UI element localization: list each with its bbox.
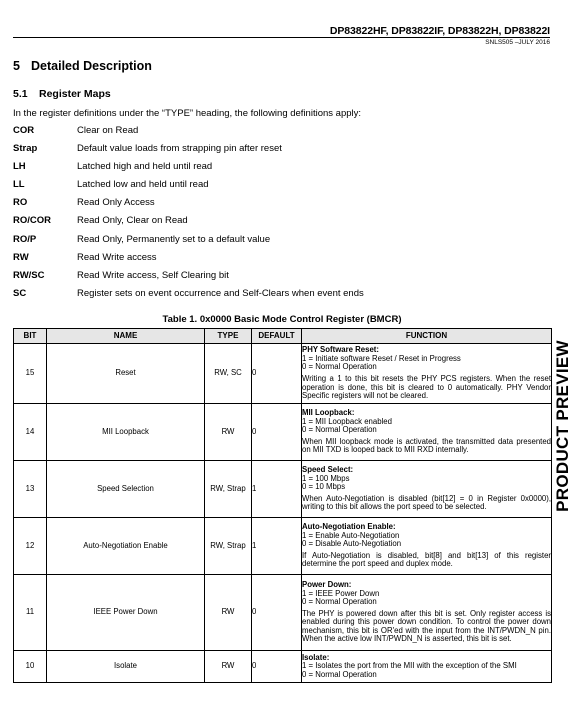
cell-bit: 12	[14, 518, 47, 575]
subsection-number: 5.1	[13, 88, 28, 100]
cell-default: 0	[252, 404, 302, 461]
definition-term: RO/COR	[13, 215, 51, 227]
function-value-line: 1 = Isolates the port from the MII with the exception of the SMI	[302, 661, 517, 671]
function-value-line: 0 = Normal Operation	[302, 669, 377, 679]
section-title: Detailed Description	[31, 59, 152, 73]
definition-description: Read Only Access	[77, 197, 155, 209]
cell-default: 0	[252, 344, 302, 404]
table-row	[14, 518, 552, 575]
cell-function	[302, 651, 552, 683]
subsection-title: Register Maps	[39, 88, 111, 100]
definition-term: LL	[13, 179, 25, 191]
definition-row	[13, 270, 533, 288]
function-value-line: 0 = Disable Auto-Negotiation	[302, 539, 402, 549]
definition-row	[13, 125, 533, 143]
definition-row	[13, 179, 533, 197]
cell-name: IEEE Power Down	[47, 575, 205, 651]
product-preview-banner	[549, 316, 577, 536]
definition-description: Read Only, Clear on Read	[77, 215, 188, 227]
cell-type: RW	[205, 404, 252, 461]
function-value-line: 1 = Enable Auto-Negotiation	[302, 530, 400, 540]
function-title: Power Down:	[302, 579, 352, 589]
product-preview-text: PRODUCT PREVIEW	[553, 340, 572, 512]
cell-default: 1	[252, 461, 302, 518]
cell-function	[302, 404, 552, 461]
definition-term: LH	[13, 161, 26, 173]
definition-row	[13, 143, 533, 161]
function-title: Auto-Negotiation Enable:	[302, 522, 396, 532]
definition-description: Read Write access, Self Clearing bit	[77, 269, 229, 281]
section-heading	[13, 59, 152, 73]
function-description: Writing a 1 to this bit resets the PHY PCS registers. When the reset operation is done, this bit is cleared to 0 automatically. PHY Vendor Specific registers will not be cleared.	[302, 374, 551, 401]
definition-description: Read Only, Permanently set to a default value	[77, 233, 271, 245]
cell-bit: 11	[14, 575, 47, 651]
definition-term: SC	[13, 287, 27, 299]
document-header-title: DP83822HF, DP83822IF, DP83822H, DP83822I	[329, 25, 550, 37]
function-value-line: 1 = 100 Mbps	[302, 473, 350, 483]
definition-term: RO/P	[13, 233, 37, 245]
definition-row	[13, 197, 533, 215]
col-header-name: NAME	[47, 329, 205, 344]
function-value-line: 0 = 10 Mbps	[302, 482, 346, 492]
definition-list	[13, 125, 533, 306]
definition-description: Register sets on event occurrence and Self-Clears when event ends	[77, 287, 364, 299]
table-row	[14, 651, 552, 683]
function-description: The PHY is powered down after this bit is set. Only register access is enabled during this power down condition. To control the power down mechanism, this bit is OR'ed with the input from the INT/PWDN_N pin. When the active low INT/PWDN_N is asserted, this bit is set.	[302, 608, 551, 644]
function-description: When Auto-Negotiation is disabled (bit[12] = 0 in Register 0x0000), writing to this bit allows the port speed to be selected.	[302, 493, 551, 512]
cell-bit: 10	[14, 651, 47, 683]
definition-description: Clear on Read	[77, 125, 139, 136]
header-rule	[13, 37, 550, 38]
function-description: If Auto-Negotiation is disabled, bit[8] and bit[13] of this register determine the port speed and duplex mode.	[302, 550, 551, 569]
function-value-line: 1 = Initiate software Reset / Reset in Progress	[302, 353, 461, 363]
cell-function	[302, 344, 552, 404]
cell-type: RW	[205, 651, 252, 683]
definition-term: COR	[13, 125, 35, 136]
definition-row	[13, 234, 533, 252]
table-row	[14, 575, 552, 651]
table-caption: Table 1. 0x0000 Basic Mode Control Register (BMCR)	[162, 314, 402, 325]
cell-function	[302, 461, 552, 518]
intro-paragraph: In the register definitions under the “TYPE” heading, the following definitions apply:	[13, 108, 362, 119]
definition-description: Latched high and held until read	[77, 161, 213, 173]
function-value-line: 1 = IEEE Power Down	[302, 588, 380, 598]
function-value-line: 1 = MII Loopback enabled	[302, 416, 392, 426]
col-header-bit: BIT	[14, 329, 47, 344]
cell-bit: 14	[14, 404, 47, 461]
cell-type: RW, Strap	[205, 518, 252, 575]
definition-term: RW/SC	[13, 269, 45, 281]
cell-name: Auto-Negotiation Enable	[47, 518, 205, 575]
function-title: MII Loopback:	[302, 408, 355, 418]
table-row	[14, 404, 552, 461]
bmcr-register-table	[13, 328, 552, 683]
definition-description: Latched low and held until read	[77, 179, 209, 191]
table-row	[14, 461, 552, 518]
cell-function	[302, 518, 552, 575]
document-header-subtitle: SNLS505 –JULY 2016	[485, 39, 550, 46]
table-header-row	[14, 329, 552, 344]
function-title: PHY Software Reset:	[302, 345, 379, 355]
cell-bit: 15	[14, 344, 47, 404]
cell-bit: 13	[14, 461, 47, 518]
definition-row	[13, 252, 533, 270]
function-value-line: 0 = Normal Operation	[302, 597, 377, 607]
definition-row	[13, 215, 533, 233]
cell-function	[302, 575, 552, 651]
definition-term: Strap	[13, 143, 38, 155]
subsection-heading	[13, 88, 111, 100]
function-value-line: 0 = Normal Operation	[302, 362, 377, 372]
cell-default: 0	[252, 575, 302, 651]
cell-type: RW, SC	[205, 344, 252, 404]
cell-type: RW	[205, 575, 252, 651]
cell-name: Speed Selection	[47, 461, 205, 518]
cell-name: Reset	[47, 344, 205, 404]
cell-default: 0	[252, 651, 302, 683]
cell-default: 1	[252, 518, 302, 575]
col-header-default: DEFAULT	[252, 329, 302, 344]
definition-term: RW	[13, 251, 29, 263]
cell-type: RW, Strap	[205, 461, 252, 518]
function-description: When MII loopback mode is activated, the transmitted data presented on MII TXD is looped back to MII RXD internally.	[302, 436, 551, 455]
definition-row	[13, 161, 533, 179]
cell-name: Isolate	[47, 651, 205, 683]
definition-description: Read Write access	[77, 251, 157, 263]
col-header-function: FUNCTION	[302, 329, 552, 344]
section-number: 5	[13, 59, 20, 73]
col-header-type: TYPE	[205, 329, 252, 344]
definition-row	[13, 288, 533, 306]
cell-name: MII Loopback	[47, 404, 205, 461]
definition-description: Default value loads from strapping pin after reset	[77, 143, 282, 155]
function-title: Speed Select:	[302, 465, 354, 475]
definition-term: RO	[13, 197, 28, 209]
function-title: Isolate:	[302, 652, 330, 662]
function-value-line: 0 = Normal Operation	[302, 425, 377, 435]
table-row	[14, 344, 552, 404]
